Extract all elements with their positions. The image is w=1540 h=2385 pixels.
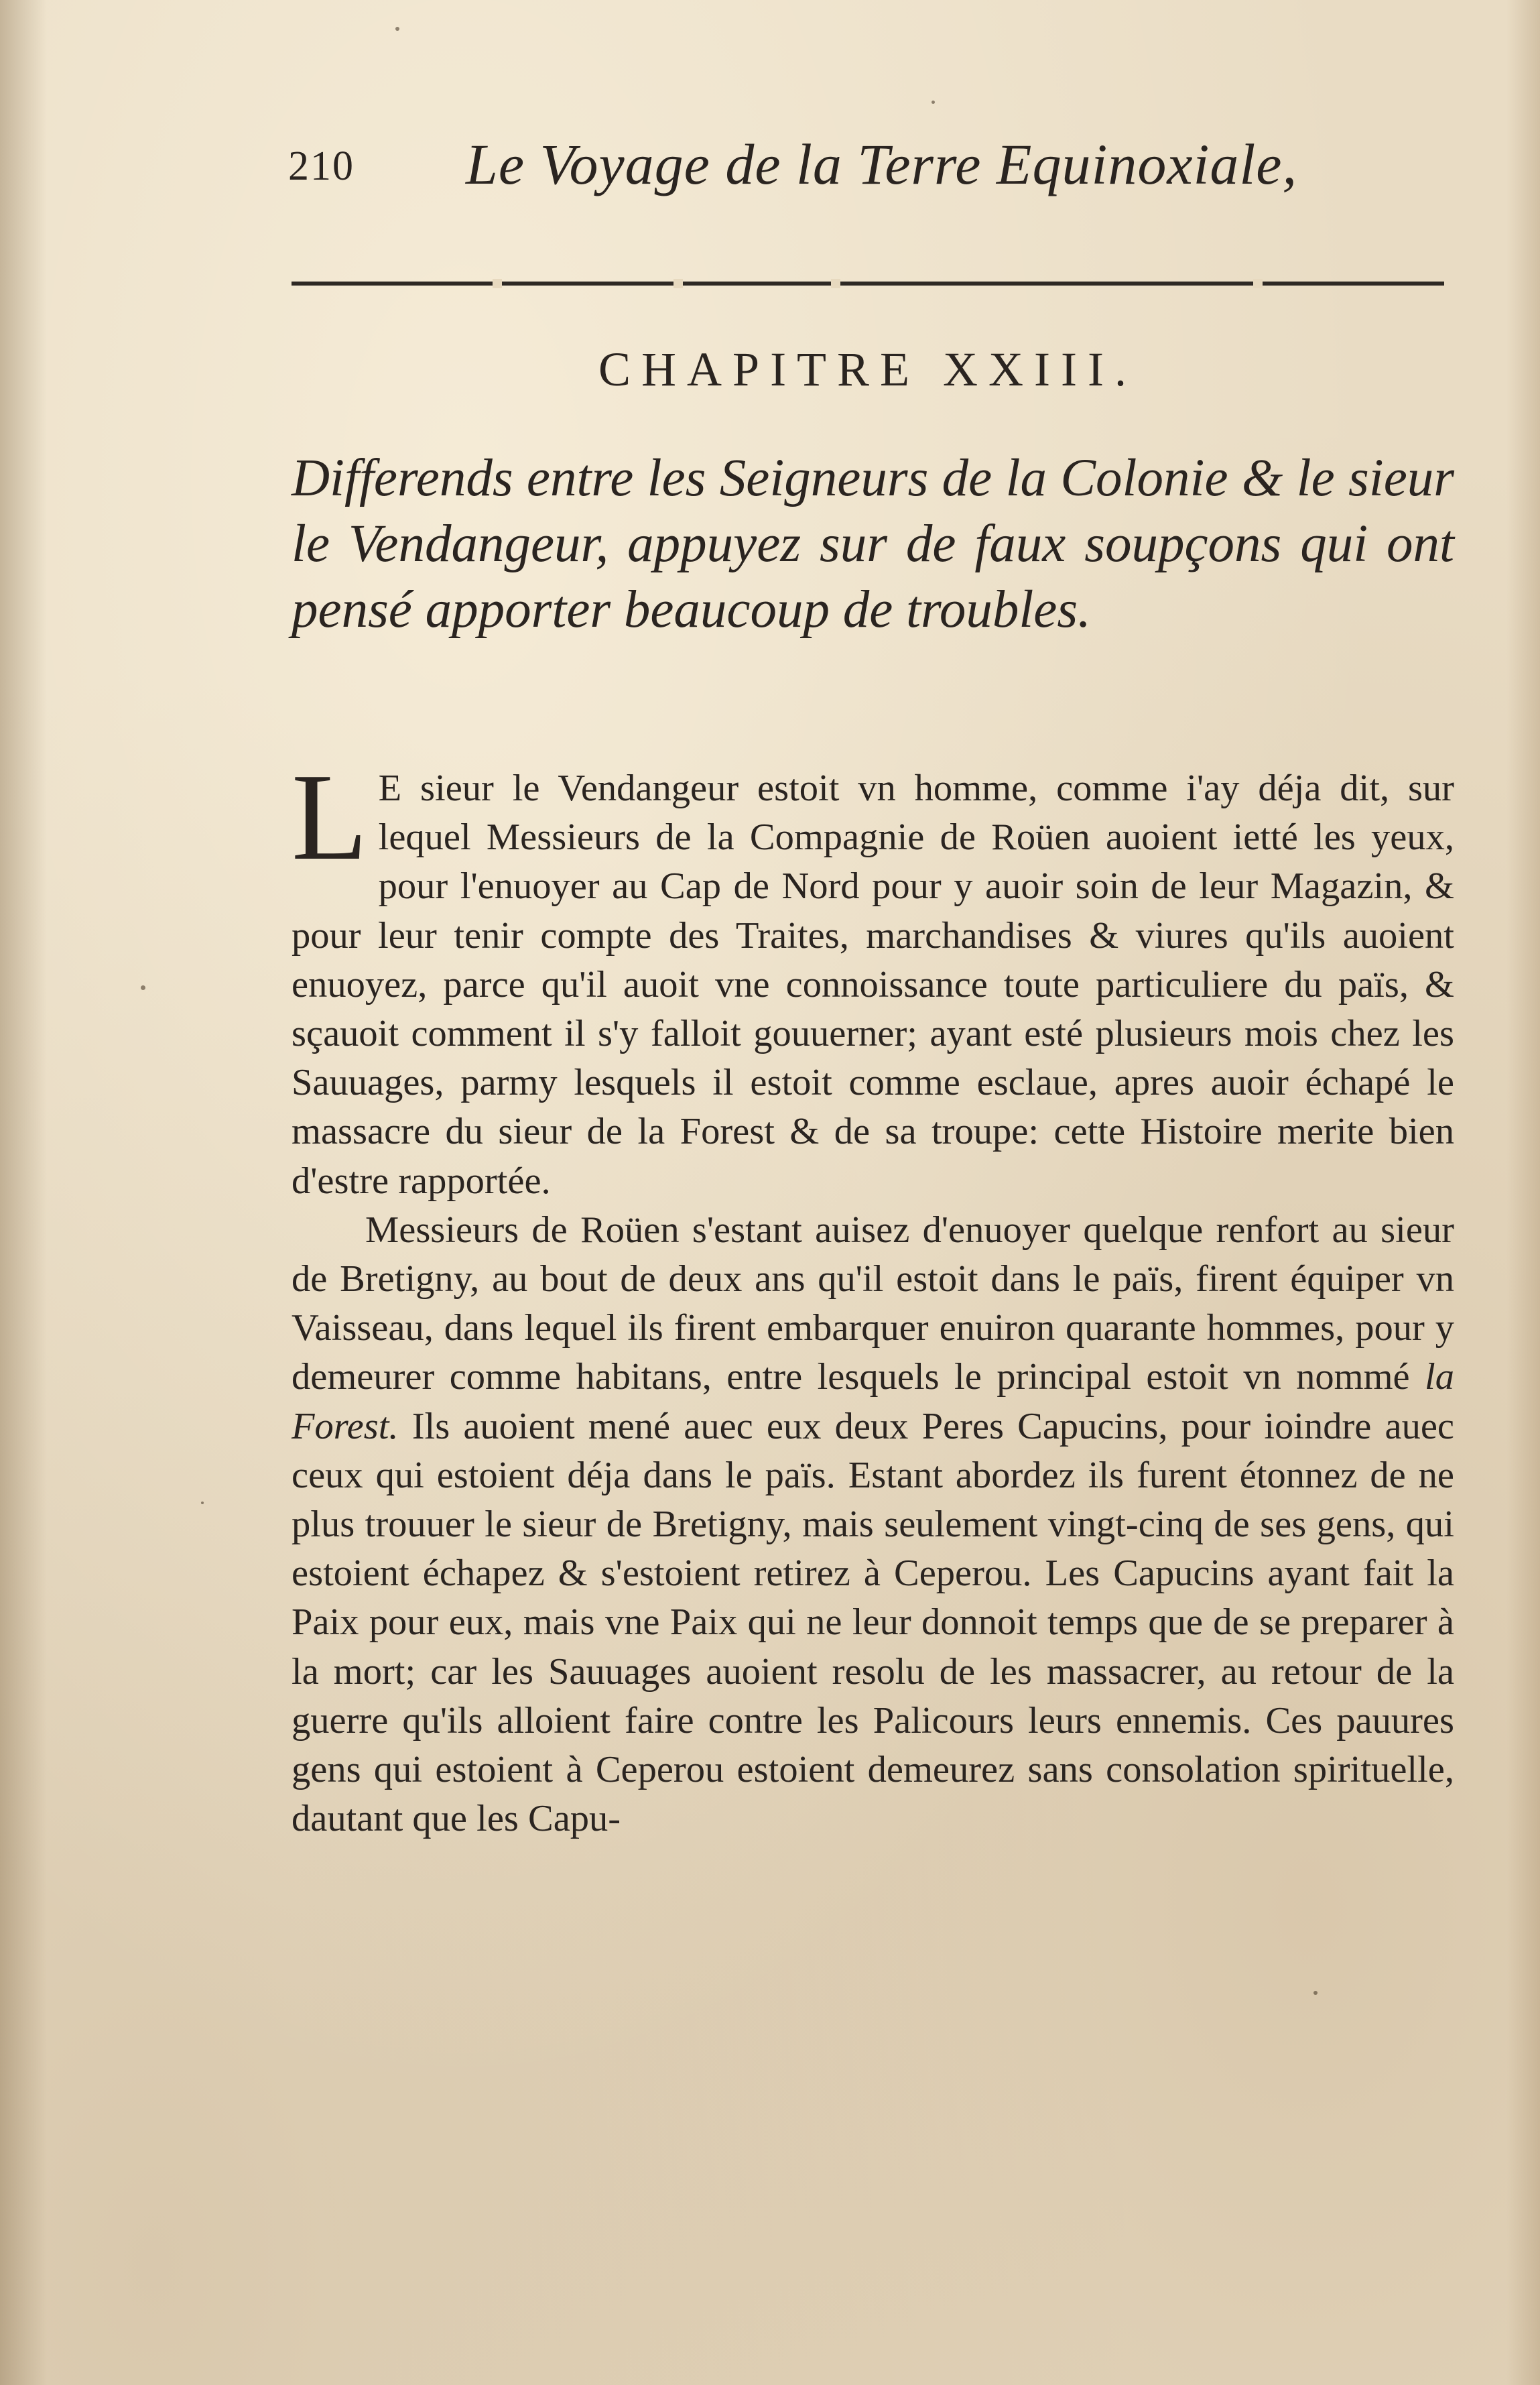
rule-break: [1253, 279, 1263, 288]
paragraph-1-text: sieur le Vendangeur estoit vn homme, comme i'ay déja dit, sur lequel Messieurs de la Compagnie de Roüen auoient ietté les yeux, pour l'enuoyer au Cap de Nord pour y auoir soin de leur Magazin, & pour leur tenir compte des Traites, marchandises & viures qu'ils auoient enuoyez, parce qu'il auoit vne connoissance toute particuliere du païs, & sçauoit comment il s'y falloit gouuerner; ayant esté plusieurs mois chez les Sauuages, parmy lesquels il estoit comme esclaue, apres auoir échapé le massacre du sieur de la Forest & de sa troupe: cette Histoire merite bien d'estre rapportée.: [292, 768, 1454, 1202]
running-head: [288, 131, 1441, 204]
paragraph-1: [292, 748, 1454, 1206]
page-edge-shadow: [1506, 0, 1540, 2385]
chapter-heading: CHAPITRE XXIII.: [598, 343, 1137, 396]
rule-break: [673, 279, 683, 288]
paper-speck: [932, 101, 935, 104]
paragraph-2: [292, 1206, 1454, 1844]
body-text: [292, 748, 1454, 1843]
paragraph-2-text-before: Messieurs de Roüen s'estant auisez d'enuoyer quelque renfort au sieur de Bretigny, au bout de deux ans qu'il estoit dans le païs, firent équiper vn Vaisseau, dans lequel ils firent embarquer enuiron quarante hommes, pour y demeurer comme habitans, entre lesquels le principal estoit vn nommé: [292, 1209, 1454, 1398]
drop-cap: L: [292, 748, 368, 886]
rule-break: [831, 279, 840, 288]
paper-speck: [141, 985, 145, 990]
running-title: Le Voyage de la Terre Equinoxiale,: [466, 132, 1297, 196]
paper-speck: [201, 1502, 204, 1504]
gutter-shadow: [0, 0, 47, 2385]
chapter-summary: Differends entre les Seigneurs de la Colonie & le sieur le Vendangeur, appuyez sur de faux soupçons qui ont pensé apporter beaucoup de troubles.: [292, 449, 1454, 639]
paragraph-2-text-after: Ils auoient mené auec eux deux Peres Capucins, pour ioindre auec ceux qui estoient déja dans le païs. Estant abordez ils furent étonnez de ne plus trouuer le sieur de Bretigny, mais seulement vingt-cinq de ses gens, qui estoient échapez & s'estoient retirez à Ceperou. Les Capucins ayant fait la Paix pour eux, mais vne Paix qui ne leur donnoit temps que de se preparer à la mort; car les Sauuages auoient resolu de les massacrer, au retour de la guerre qu'ils alloient faire contre les Palicours leurs ennemis. Ces pauures gens qui estoient à Ceperou estoient demeurez sans consolation spirituelle, dautant que les Capu-: [292, 1405, 1454, 1840]
italic-name: la Forest.: [292, 1356, 1454, 1447]
paper-speck: [395, 27, 399, 31]
page-number: 210: [288, 143, 355, 189]
rule-break: [493, 279, 502, 288]
paper-speck: [1313, 1991, 1318, 1995]
header-rule: [292, 282, 1444, 286]
lead-letter: E: [378, 768, 402, 809]
